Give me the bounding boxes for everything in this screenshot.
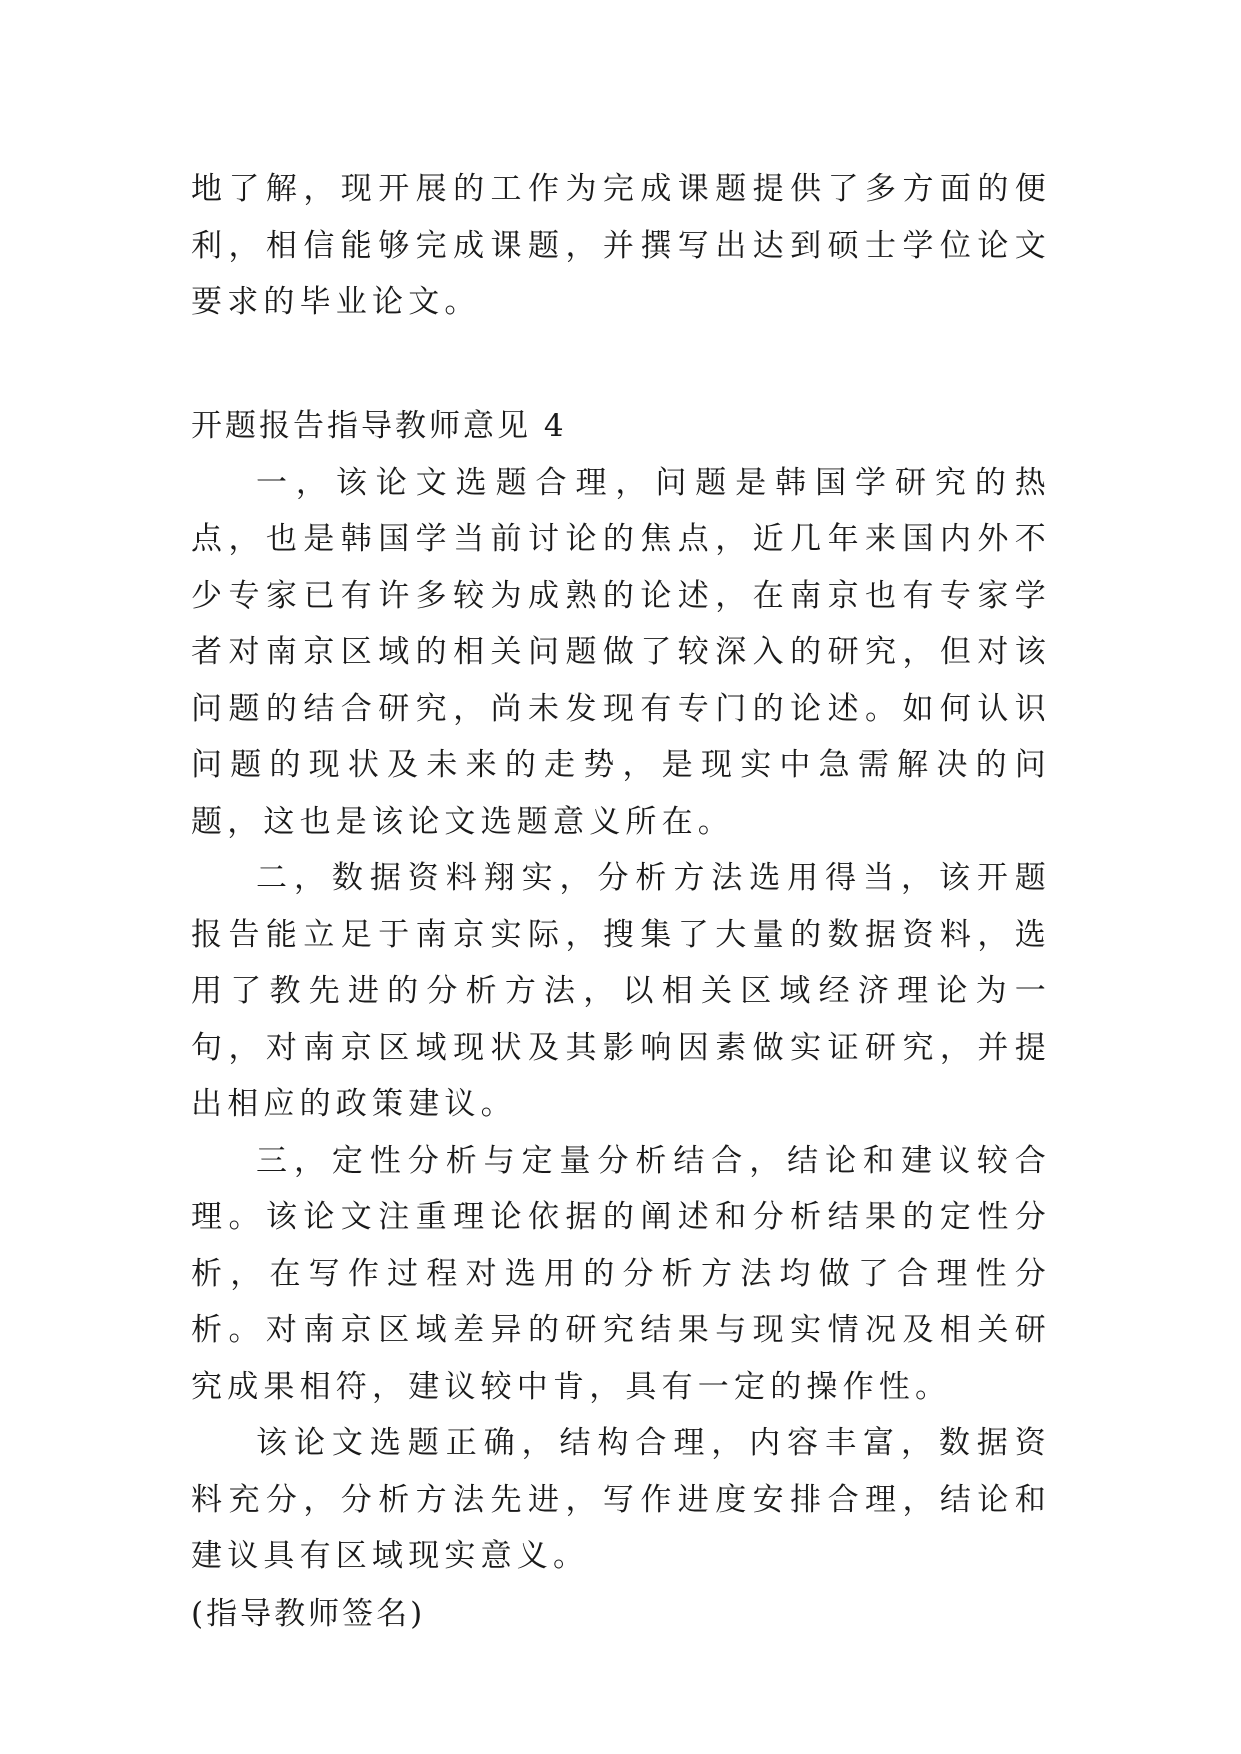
paragraph-4: 该论文选题正确，结构合理，内容丰富，数据资料充分，分析方法先进，写作进度安排合理，结论和建议具有区域现实意义。	[191, 1425, 1051, 1574]
paragraph-3: 三，定性分析与定量分析结合，结论和建议较合理。该论文注重理论依据的阐述和分析结果的定性分析，在写作过程对选用的分析方法均做了合理性分析。对南京区域差异的研究结果与现实情况及相关研究成果相符，建议较中肯，具有一定的操作性。	[191, 1142, 1051, 1405]
paragraph-2: 二，数据资料翔实，分析方法选用得当，该开题报告能立足于南京实际，搜集了大量的数据资料，选用了教先进的分析方法，以相关区域经济理论为一句，对南京区域现状及其影响因素做实证研究，并提出相应的政策建议。	[191, 860, 1051, 1122]
section-spacer	[191, 331, 1051, 397]
advisor-signature-line: (指导教师签名)	[191, 1595, 426, 1632]
section-title: 开题报告指导教师意见 4	[191, 407, 567, 444]
paragraph-1: 一，该论文选题合理，问题是韩国学研究的热点，也是韩国学当前讨论的焦点，近几年来国内外不少专家已有许多较为成熟的论述，在南京也有专家学者对南京区域的相关问题做了较深入的研究，但对该问题的结合研究，尚未发现有专门的论述。如何认识问题的现状及未来的走势，是现实中急需解决的问题，这也是该论文选题意义所在。	[191, 464, 1051, 840]
continuation-paragraph: 地了解，现开展的工作为完成课题提供了多方面的便利，相信能够完成课题，并撰写出达到硕士学位论文要求的毕业论文。	[191, 171, 1051, 320]
document-body	[191, 161, 1051, 1643]
